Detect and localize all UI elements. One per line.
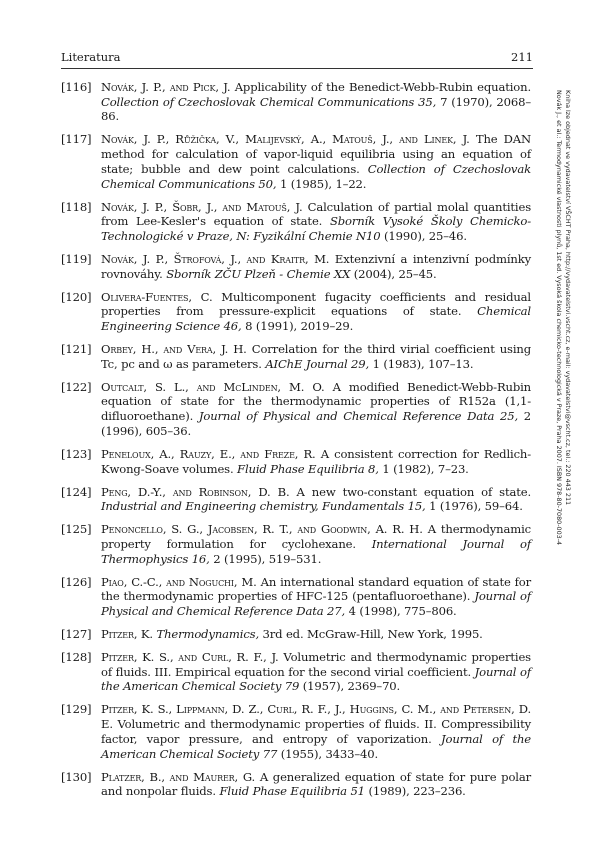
reference-title: Correlation for the third virial coefficient using Tc, pc and ω as parameters. xyxy=(101,342,531,371)
reference-number: [128] xyxy=(61,650,92,665)
sidebar-line-order: Kniha lze objednat ve vydavatelství VŠCHT Praha, http://vydavatelstvi.vscht.cz, e-mail: vydavatelstvi@vscht.cz, tel.: 220 443 211 xyxy=(564,90,572,506)
reference-authors: Olivera-Fuentes, C. xyxy=(101,289,213,304)
reference-number: [116] xyxy=(61,80,92,94)
reference-authors: Orbey, H., and Vera, J. H. xyxy=(101,342,247,357)
reference-item xyxy=(61,380,531,439)
reference-venue: Thermodynamics, xyxy=(156,627,259,642)
reference-title: An international standard equation of state for the thermodynamic properties of HFC-125 (pentafluoroethane). xyxy=(101,574,531,604)
reference-authors: Novák, J. P., and Pick, J. xyxy=(101,80,231,94)
reference-venue: Fluid Phase Equilibria 51 xyxy=(219,784,365,799)
reference-venue: Collection of Czechoslovak Chemical Communications 50, xyxy=(101,161,531,191)
reference-item xyxy=(61,485,531,514)
reference-authors: Outcalt, S. L., and McLinden, M. O. xyxy=(101,379,325,394)
reference-number: [120] xyxy=(61,289,92,304)
reference-title: Extenzivní a intenzivní podmínky rovnováhy. xyxy=(101,251,531,281)
reference-authors: Pitzer, K. xyxy=(101,627,153,642)
reference-details: 4 (1998), 775–806. xyxy=(348,604,457,619)
reference-number: [119] xyxy=(61,251,92,266)
reference-title: Volumetric and thermodynamic properties of fluids. III. Empirical equation for the second virial coefficient. xyxy=(101,650,531,679)
reference-item xyxy=(61,702,531,761)
reference-authors: Pitzer, K. S., Lippmann, D. Z., Curl, R. F., J., Huggins, C. M., and Petersen, D. E. xyxy=(101,702,531,732)
reference-title: A generalized equation of state for pure polar and nonpolar fluids. xyxy=(101,769,531,799)
reference-venue: Journal of the American Chemical Society 79 xyxy=(101,664,531,694)
reference-details: 8 (1991), 2019–29. xyxy=(245,319,354,334)
reference-title: Multicomponent fugacity coefficients and residual properties from pressure-explicit equations of state. xyxy=(101,289,531,319)
reference-details: 1 (1976), 59–64. xyxy=(429,499,523,514)
reference-item xyxy=(61,80,531,124)
reference-title: A modified Benedict-Webb-Rubin equation of state for the thermodynamic properties of R152a (1,1-difluoroethane). xyxy=(101,379,531,424)
reference-number: [125] xyxy=(61,522,92,537)
reference-number: [118] xyxy=(61,199,92,214)
reference-item xyxy=(61,650,531,694)
reference-title: A consistent correction for Redlich-Kwong-Soave volumes. xyxy=(101,446,531,476)
reference-venue: Fluid Phase Equilibria 8, xyxy=(237,461,379,476)
reference-item xyxy=(61,575,531,619)
reference-venue: Sborník ZČU Plzeň - Chemie XX xyxy=(166,266,351,281)
page-number: 211 xyxy=(511,50,533,64)
reference-title: A new two-constant equation of state. xyxy=(296,484,531,499)
reference-number: [122] xyxy=(61,379,92,394)
reference-details: 7 (1970), 2068–86. xyxy=(101,94,531,124)
reference-number: [124] xyxy=(61,484,92,499)
running-header xyxy=(61,50,533,69)
reference-authors: Novák, J. P., Štrofová, J., and Kraitr, M. xyxy=(101,251,330,266)
reference-authors: Penoncello, S. G., Jacobsen, R. T., and Goodwin, A. R. H. xyxy=(101,522,423,537)
reference-venue: Chemical Engineering Science 46, xyxy=(101,304,531,334)
reference-details: (2004), 25–45. xyxy=(353,266,437,281)
reference-details: 2 (1996), 605–36. xyxy=(101,409,532,438)
reference-details: 1 (1983), 107–13. xyxy=(372,356,474,371)
reference-authors: Novák, J. P., Šobr, J., and Matouš, J. xyxy=(101,199,303,214)
reference-item xyxy=(61,252,531,281)
reference-title: A thermodynamic property formulation for cyclohexane. xyxy=(101,522,531,551)
reference-authors: Novák, J. P., Růžička, V., Malijevský, A., Matouš, J., and Linek, J. xyxy=(101,132,470,147)
reference-details: (1989), 223–236. xyxy=(368,784,466,799)
reference-venue: Journal of Physical and Chemical Reference Data 25, xyxy=(198,409,519,424)
reference-venue: Sborník Vysoké Školy Chemicko-Technologické v Praze, N: Fyzikální Chemie N10 xyxy=(101,214,532,243)
reference-venue: Industrial and Engineering chemistry, Fundamentals 15, xyxy=(101,499,426,514)
sidebar-line-citation: Novák J., et al.: Termodynamické vlastnosti plynů, 1st ed. Vysoká škola chemicko-technologická v Praze, Praha 2007. ISBN 978-80-7080-003-4 xyxy=(555,90,563,546)
reference-authors: Peng, D.-Y., and Robinson, D. B. xyxy=(101,484,290,499)
reference-item xyxy=(61,770,531,799)
reference-number: [129] xyxy=(61,702,92,717)
reference-authors: Peneloux, A., Rauzy, E., and Freze, R. xyxy=(101,446,316,461)
reference-details: 1 (1985), 1–22. xyxy=(279,176,367,191)
reference-item xyxy=(61,290,531,334)
reference-item xyxy=(61,132,531,191)
chapter-title: Literatura xyxy=(61,50,121,64)
reference-details: (1957), 2369–70. xyxy=(302,679,401,694)
reference-details: (1990), 25–46. xyxy=(384,228,467,243)
reference-title: Calculation of partial molal quantities from Lee-Kesler's equation of state. xyxy=(101,199,531,229)
reference-number: [127] xyxy=(61,627,92,642)
reference-details: (1955), 3433–40. xyxy=(280,746,378,761)
reference-title: Volumetric and thermodynamic properties of fluids. II. Compressibility factor, vapor pressure, and entropy of vaporization. xyxy=(101,717,531,746)
reference-item xyxy=(61,447,531,476)
reference-number: [121] xyxy=(61,342,92,357)
reference-details: 3rd ed. McGraw-Hill, New York, 1995. xyxy=(262,627,483,642)
reference-item xyxy=(61,522,531,566)
reference-venue: International Journal of Thermophysics 16, xyxy=(101,536,531,566)
reference-venue: Collection of Czechoslovak Chemical Communications 35, xyxy=(101,94,437,109)
reference-number: [123] xyxy=(61,446,92,461)
reference-list xyxy=(61,80,531,807)
reference-authors: Pitzer, K. S., and Curl, R. F., J. xyxy=(101,650,279,665)
reference-title: The DAN method for calculation of vapor-liquid equilibria using an equation of state; bubble and dew point calculations. xyxy=(101,132,531,176)
copyright-sidebar xyxy=(555,90,585,710)
reference-details: 2 (1995), 519–531. xyxy=(213,551,322,566)
reference-number: [117] xyxy=(61,132,92,147)
reference-venue: Journal of the American Chemical Society 77 xyxy=(101,731,531,761)
reference-number: [126] xyxy=(61,574,92,589)
reference-venue: Journal of Physical and Chemical Reference Data 27, xyxy=(101,589,532,619)
reference-details: 1 (1982), 7–23. xyxy=(382,461,469,476)
reference-item xyxy=(61,627,531,642)
reference-venue: AIChE Journal 29, xyxy=(265,356,370,371)
reference-item xyxy=(61,200,531,244)
reference-item xyxy=(61,342,531,371)
reference-title: Applicability of the Benedict-Webb-Rubin equation. xyxy=(234,80,531,94)
reference-authors: Platzer, B., and Maurer, G. xyxy=(101,769,256,784)
reference-authors: Piao, C.-C., and Noguchi, M. xyxy=(101,574,257,589)
reference-number: [130] xyxy=(61,769,92,784)
